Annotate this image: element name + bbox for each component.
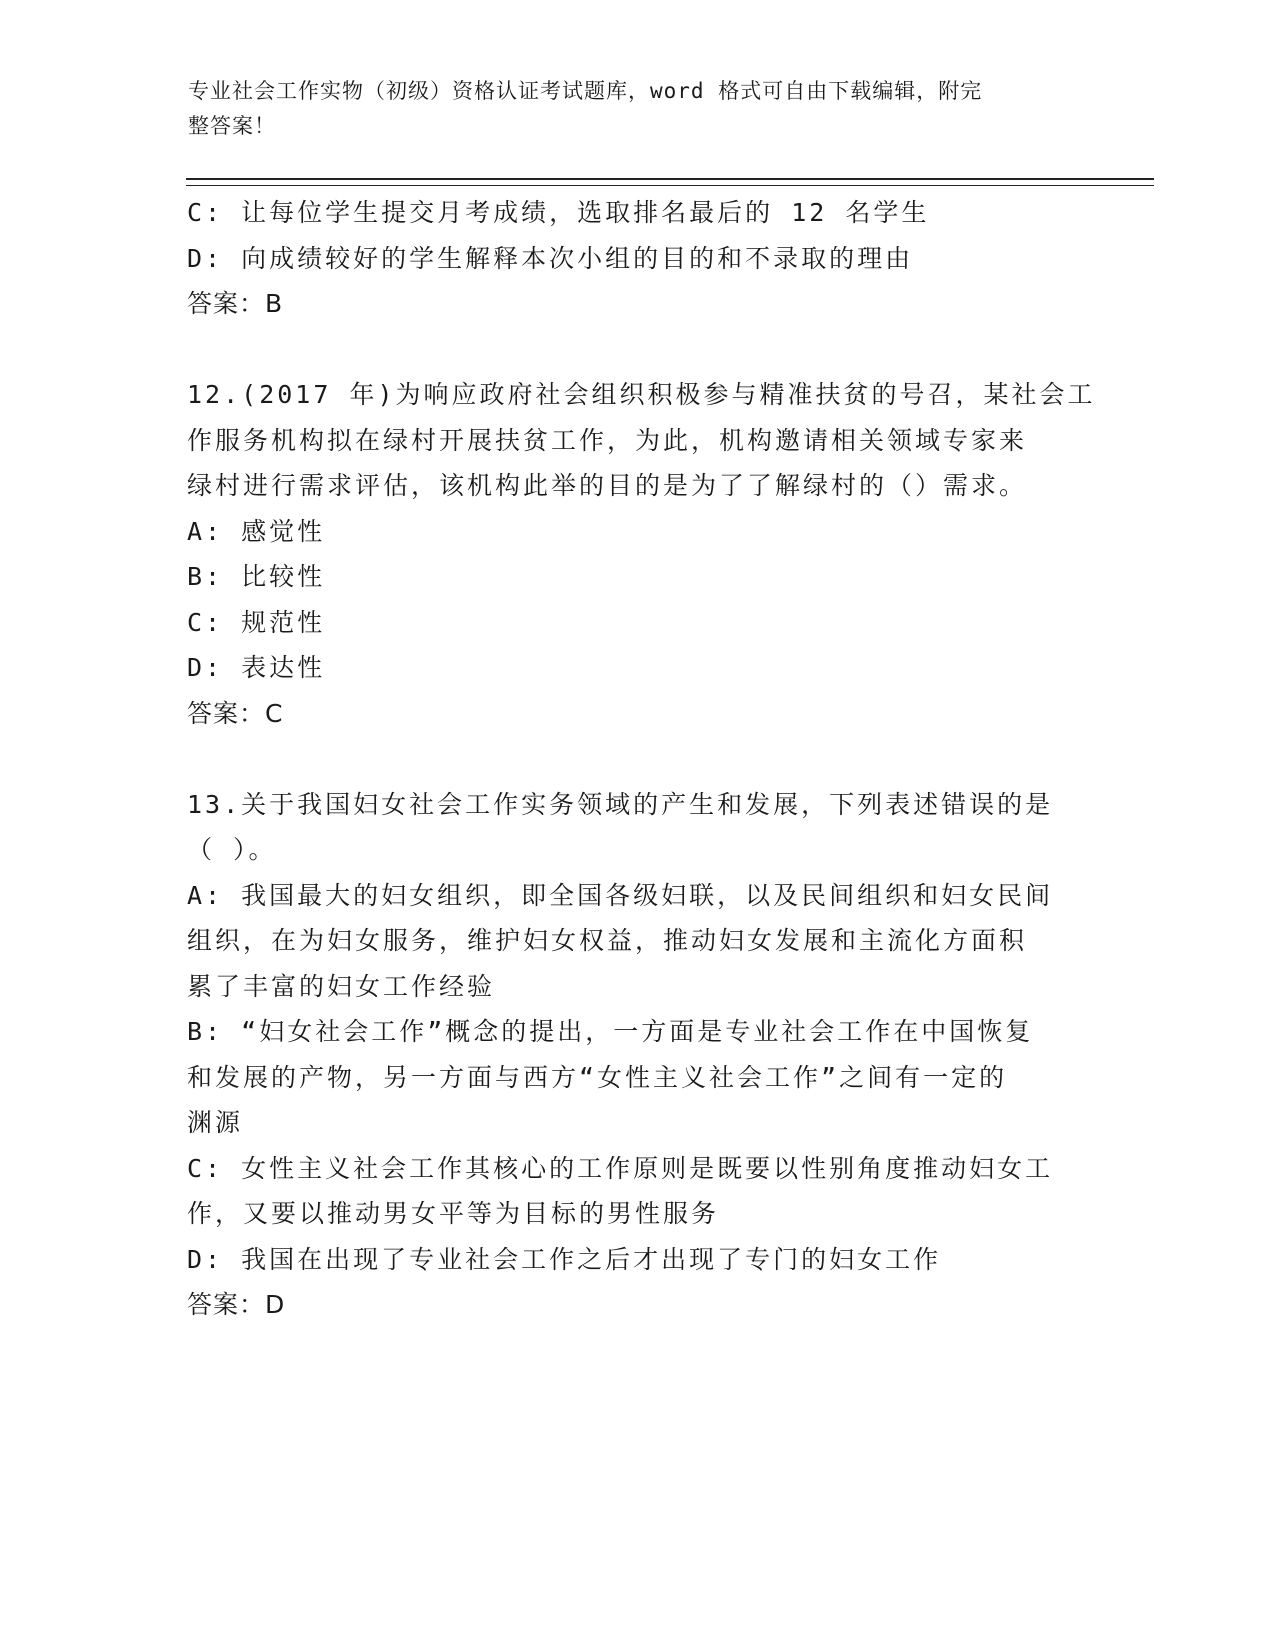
page-header <box>188 74 1068 144</box>
q13-answer: 答案：D <box>187 1290 286 1319</box>
q11-option-c: C: 让每位学生提交月考成绩，选取排名最后的 12 名学生 <box>187 198 930 227</box>
q12-stem-line: 作服务机构拟在绿村开展扶贫工作，为此，机构邀请相关领域专家来 <box>187 425 1028 455</box>
question-13 <box>187 782 1087 1328</box>
question-12 <box>187 372 1096 736</box>
q12-option-b: B: 比较性 <box>187 562 326 591</box>
q13-option-b-line: B: “妇女社会工作”概念的提出，一方面是专业社会工作在中国恢复 <box>187 1017 1034 1046</box>
q13-stem-line: 13.关于我国妇女社会工作实务领域的产生和发展，下列表述错误的是 <box>187 789 1054 819</box>
q13-option-d: D: 我国在出现了专业社会工作之后才出现了专门的妇女工作 <box>187 1244 942 1274</box>
q13-option-a-line: 累了丰富的妇女工作经验 <box>187 971 496 1001</box>
q13-stem-line: （ ）。 <box>187 835 277 864</box>
q12-answer: 答案：C <box>187 698 284 728</box>
spacer <box>187 736 1087 782</box>
q12-option-c: C: 规范性 <box>187 607 326 637</box>
q12-stem-line: 12.(2017 年)为响应政府社会组织积极参与精准扶贫的号召，某社会工 <box>187 380 1096 409</box>
q13-option-a-line: 组织，在为妇女服务，维护妇女权益，推动妇女发展和主流化方面积 <box>187 926 1028 955</box>
q13-option-b-line: 渊源 <box>187 1108 244 1137</box>
question-11-tail <box>187 190 1087 327</box>
q13-option-c-line: C: 女性主义社会工作其核心的工作原则是既要以性别角度推动妇女工 <box>187 1153 1054 1183</box>
question-content <box>187 190 1096 1328</box>
header-divider <box>186 178 1154 186</box>
q13-option-c-line: 作，又要以推动男女平等为目标的男性服务 <box>187 1199 720 1228</box>
q12-option-a: A: 感觉性 <box>187 516 326 546</box>
q11-option-d: D: 向成绩较好的学生解释本次小组的目的和不录取的理由 <box>187 243 914 273</box>
q12-stem-line: 绿村进行需求评估，该机构此举的目的是为了了解绿村的（）需求。 <box>187 471 1028 500</box>
q11-answer: 答案：B <box>187 289 284 318</box>
header-line-1: 专业社会工作实物（初级）资格认证考试题库，word 格式可自由下载编辑，附完 <box>188 79 983 103</box>
q13-option-b-line: 和发展的产物，另一方面与西方“女性主义社会工作”之间有一定的 <box>187 1062 1008 1092</box>
q12-option-d: D: 表达性 <box>187 653 326 682</box>
spacer <box>187 327 1087 373</box>
q13-option-a-line: A: 我国最大的妇女组织，即全国各级妇联，以及民间组织和妇女民间 <box>187 880 1054 910</box>
header-line-2: 整答案！ <box>188 114 276 138</box>
